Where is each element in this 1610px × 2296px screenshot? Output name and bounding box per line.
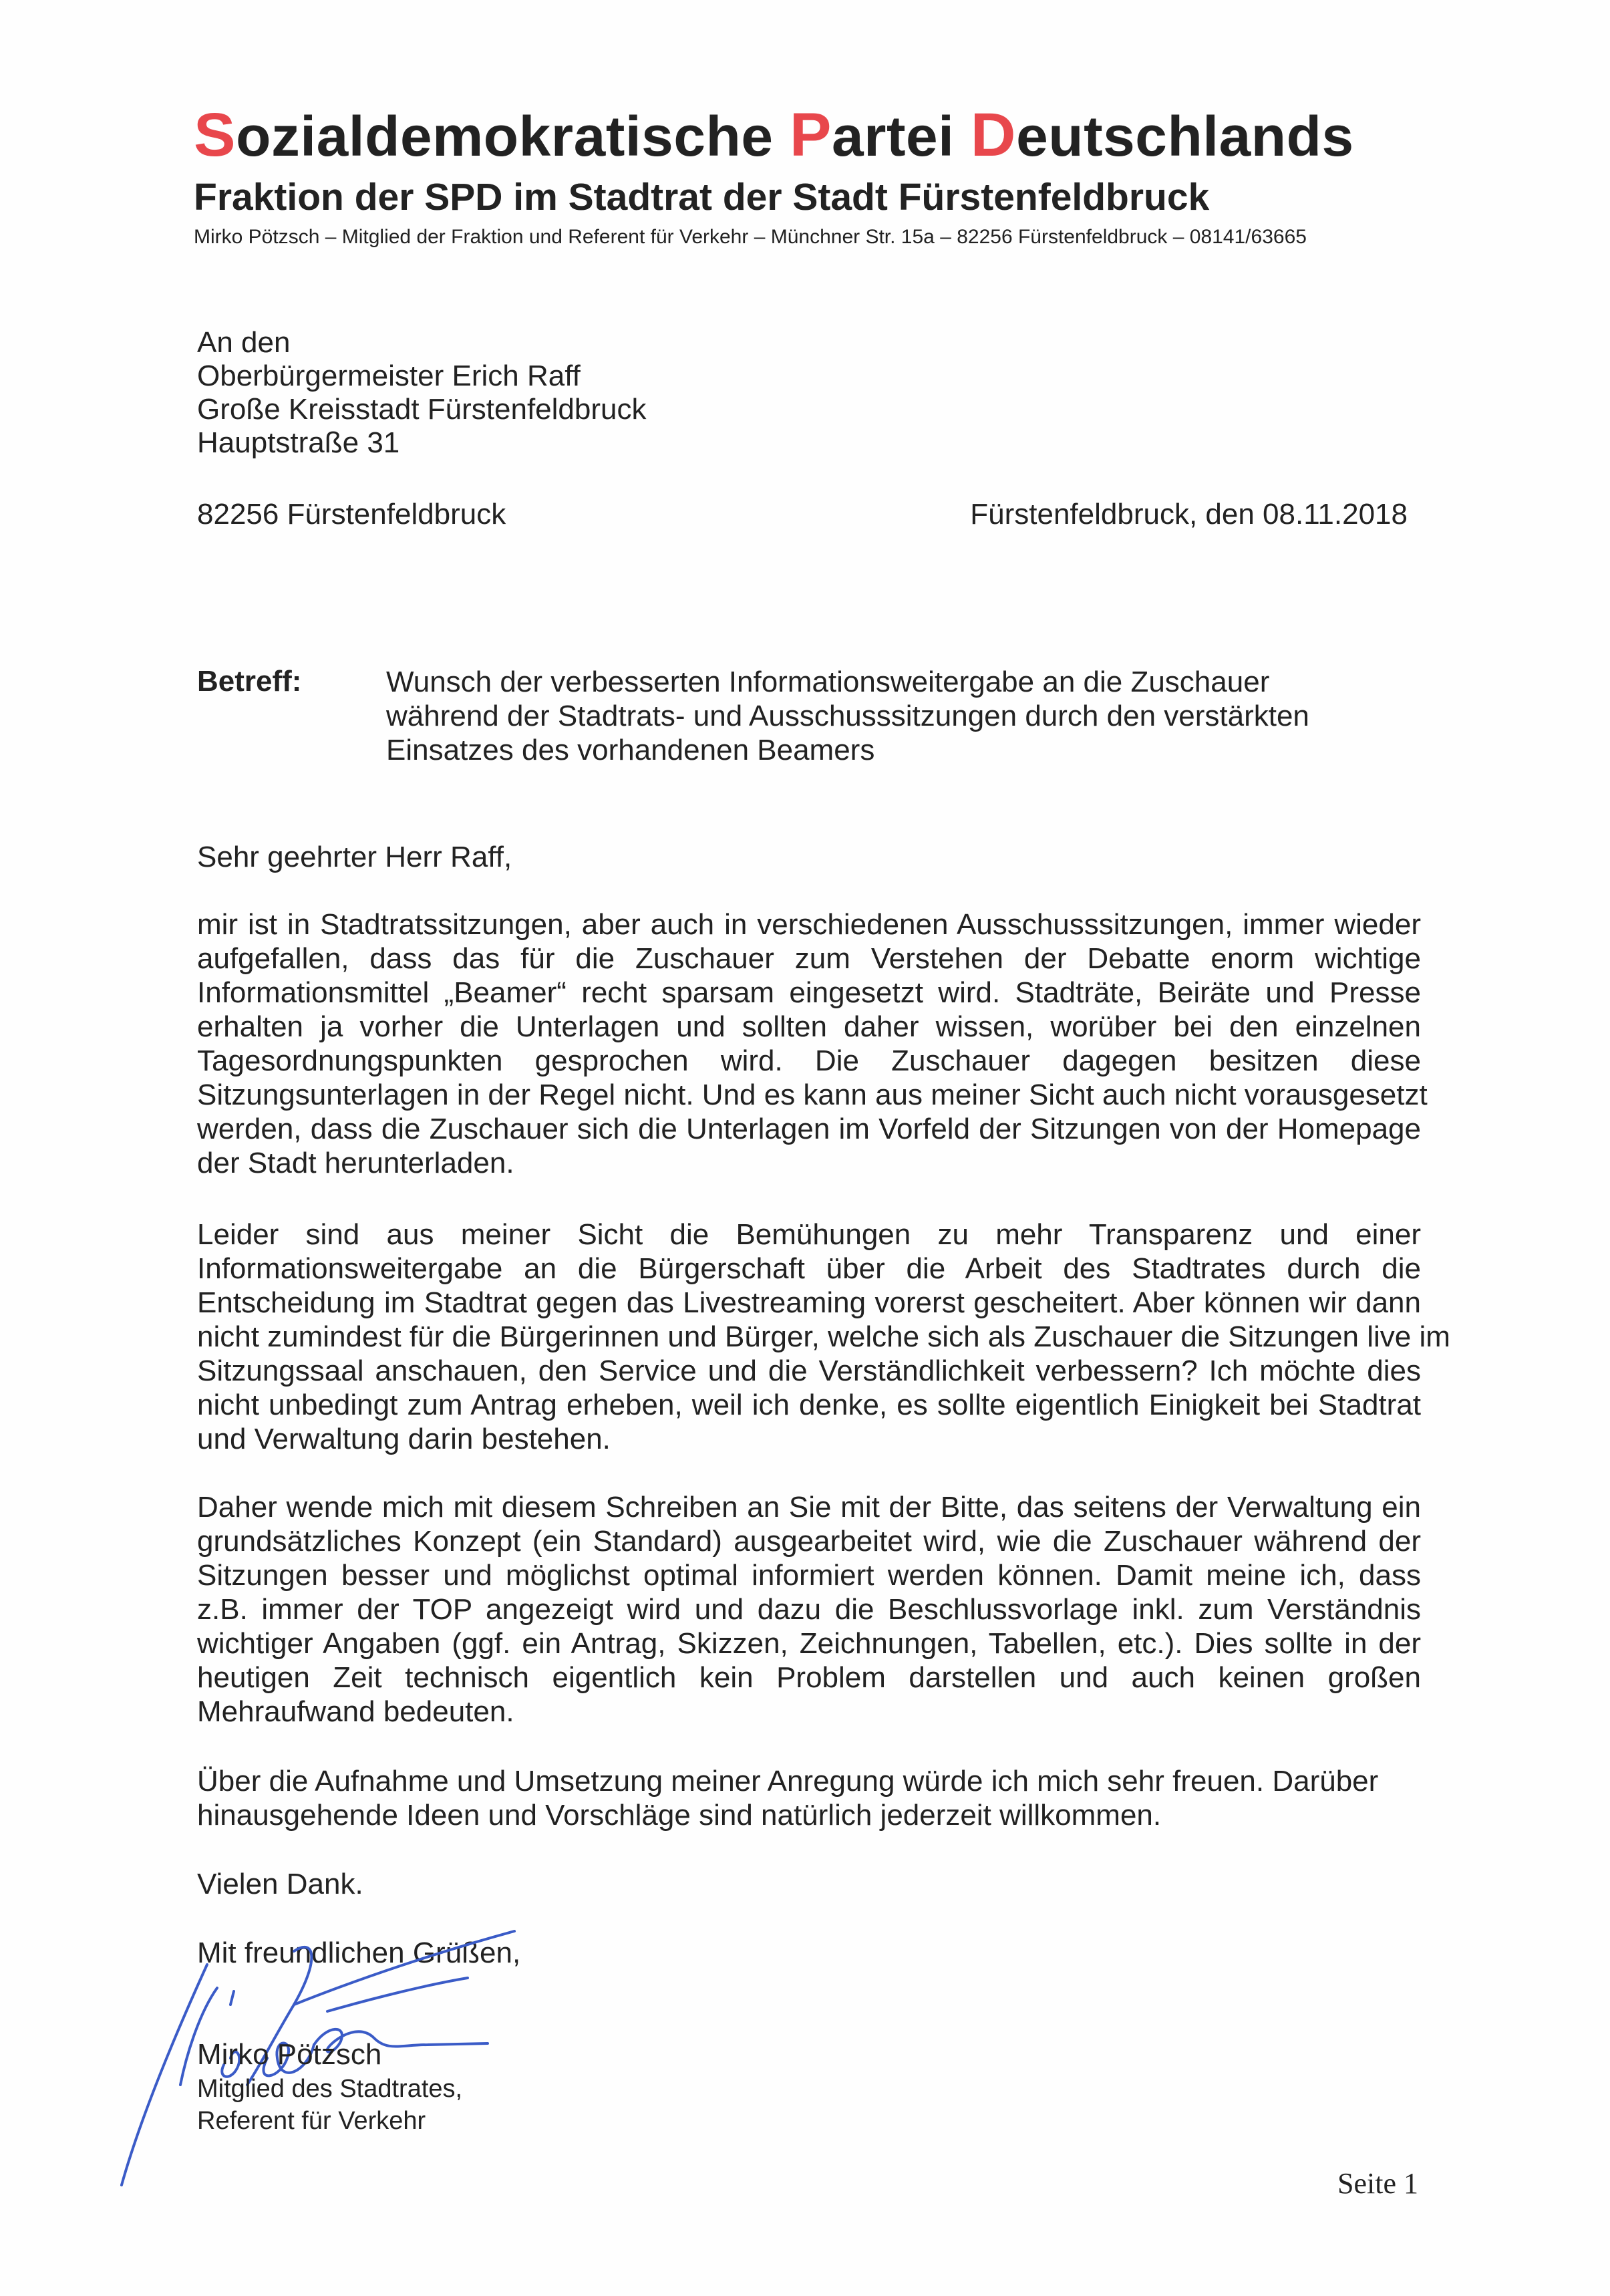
signatory-role: Referent für Verkehr — [197, 2107, 426, 2135]
party-initial-s: S — [194, 101, 236, 169]
salutation: Sehr geehrter Herr Raff, — [197, 841, 512, 873]
thanks-line: Vielen Dank. — [197, 1868, 363, 1900]
recipient-city: 82256 Fürstenfeldbruck — [197, 498, 506, 531]
text-line: Sitzungssaal anschauen, den Service und die Verständlichkeit verbessern? Ich möchte dies — [197, 1354, 1421, 1387]
body-paragraph-4 — [197, 1764, 1421, 1832]
text-line: Entscheidung im Stadtrat gegen das Livestreaming vorerst gescheitert. Aber können wir dann — [197, 1286, 1421, 1319]
page-number: Seite 1 — [1337, 2167, 1418, 2200]
recipient-line: An den — [197, 326, 291, 359]
text-line: erhalten ja vorher die Unterlagen und sollten daher wissen, worüber bei den einzelnen — [197, 1010, 1421, 1043]
body-paragraph-3 — [197, 1490, 1421, 1729]
signatory-name: Mirko Pötzsch — [197, 2038, 382, 2071]
text-line: Leider sind aus meiner Sicht die Bemühungen zu mehr Transparenz und einer — [197, 1218, 1421, 1251]
text-line: der Stadt herunterladen. — [197, 1147, 514, 1179]
text-line: nicht zumindest für die Bürgerinnen und Bürger, welche sich als Zuschauer die Sitzungen live im — [197, 1320, 1450, 1353]
recipient-line: Oberbürgermeister Erich Raff — [197, 360, 581, 392]
sender-address-line: Mirko Pötzsch – Mitglied der Fraktion und Referent für Verkehr – Münchner Str. 15a – 82256 Fürstenfeldbruck – 08141/63665 — [194, 226, 1307, 248]
closing-line: Mit freundlichen Grüßen, — [197, 1936, 521, 1969]
text-line: Über die Aufnahme und Umsetzung meiner Anregung würde ich mich sehr freuen. Darüber — [197, 1765, 1379, 1798]
party-name-heading — [194, 100, 1354, 170]
body-paragraph-2 — [197, 1217, 1450, 1456]
subject-label: Betreff: — [197, 665, 302, 698]
text-line: werden, dass die Zuschauer sich die Unterlagen im Vorfeld der Sitzungen von der Homepage — [197, 1113, 1421, 1145]
letter-date: Fürstenfeldbruck, den 08.11.2018 — [970, 498, 1408, 531]
text-line: nicht unbedingt zum Antrag erheben, weil ich denke, es sollte eigentlich Einigkeit bei Stadtrat — [197, 1389, 1421, 1421]
text-line: Sitzungen besser und möglichst optimal informiert werden können. Damit meine ich, dass — [197, 1559, 1421, 1592]
text-line: wichtiger Angaben (ggf. ein Antrag, Skizzen, Zeichnungen, Tabellen, etc.). Dies sollte in der — [197, 1627, 1421, 1660]
party-initial-d: D — [970, 101, 1017, 169]
recipient-line: Große Kreisstadt Fürstenfeldbruck — [197, 393, 647, 426]
signatory-role: Mitglied des Stadtrates, — [197, 2075, 463, 2103]
text-line: mir ist in Stadtratssitzungen, aber auch in verschiedenen Ausschusssitzungen, immer wieder — [197, 908, 1421, 941]
text-line: aufgefallen, dass das für die Zuschauer zum Verstehen der Debatte enorm wichtige — [197, 942, 1421, 975]
text-line: z.B. immer der TOP angezeigt wird und dazu die Beschlussvorlage inkl. zum Verständnis — [197, 1593, 1421, 1626]
text-line: Sitzungsunterlagen in der Regel nicht. Und es kann aus meiner Sicht auch nicht vorausgesetzt — [197, 1079, 1428, 1111]
text-line: und Verwaltung darin bestehen. — [197, 1423, 611, 1455]
text-line: Informationsmittel „Beamer“ recht sparsam eingesetzt wird. Stadträte, Beiräte und Presse — [197, 976, 1421, 1009]
text-line: hinausgehende Ideen und Vorschläge sind natürlich jederzeit willkommen. — [197, 1799, 1162, 1832]
party-name-part: eutschlands — [1016, 105, 1354, 168]
text-line: Daher wende mich mit diesem Schreiben an Sie mit der Bitte, das seitens der Verwaltung ein — [197, 1491, 1421, 1524]
text-line: Mehraufwand bedeuten. — [197, 1695, 514, 1728]
party-name-part: ozialdemokratische — [236, 105, 790, 168]
text-line: grundsätzliches Konzept (ein Standard) ausgearbeitet wird, wie die Zuschauer während der — [197, 1525, 1421, 1558]
subject-line: Wunsch der verbesserten Informationsweitergabe an die Zuschauer — [386, 666, 1270, 698]
recipient-line: Hauptstraße 31 — [197, 426, 400, 459]
text-line: Tagesordnungspunkten gesprochen wird. Die Zuschauer dagegen besitzen diese — [197, 1044, 1421, 1077]
body-paragraph-1 — [197, 907, 1428, 1180]
recipient-address — [197, 326, 646, 460]
subject-text — [386, 665, 1388, 767]
text-line: Informationsweitergabe an die Bürgerschaft über die Arbeit des Stadtrates durch die — [197, 1252, 1421, 1285]
faction-subtitle: Fraktion der SPD im Stadtrat der Stadt Fürstenfeldbruck — [194, 176, 1210, 219]
party-initial-p: P — [789, 101, 832, 169]
party-name-part: artei — [831, 105, 971, 168]
text-line: heutigen Zeit technisch eigentlich kein Problem darstellen und auch keinen großen — [197, 1661, 1421, 1694]
subject-line: während der Stadtrats- und Ausschusssitzungen durch den verstärkten — [386, 700, 1309, 732]
subject-line: Einsatzes des vorhandenen Beamers — [386, 734, 875, 766]
